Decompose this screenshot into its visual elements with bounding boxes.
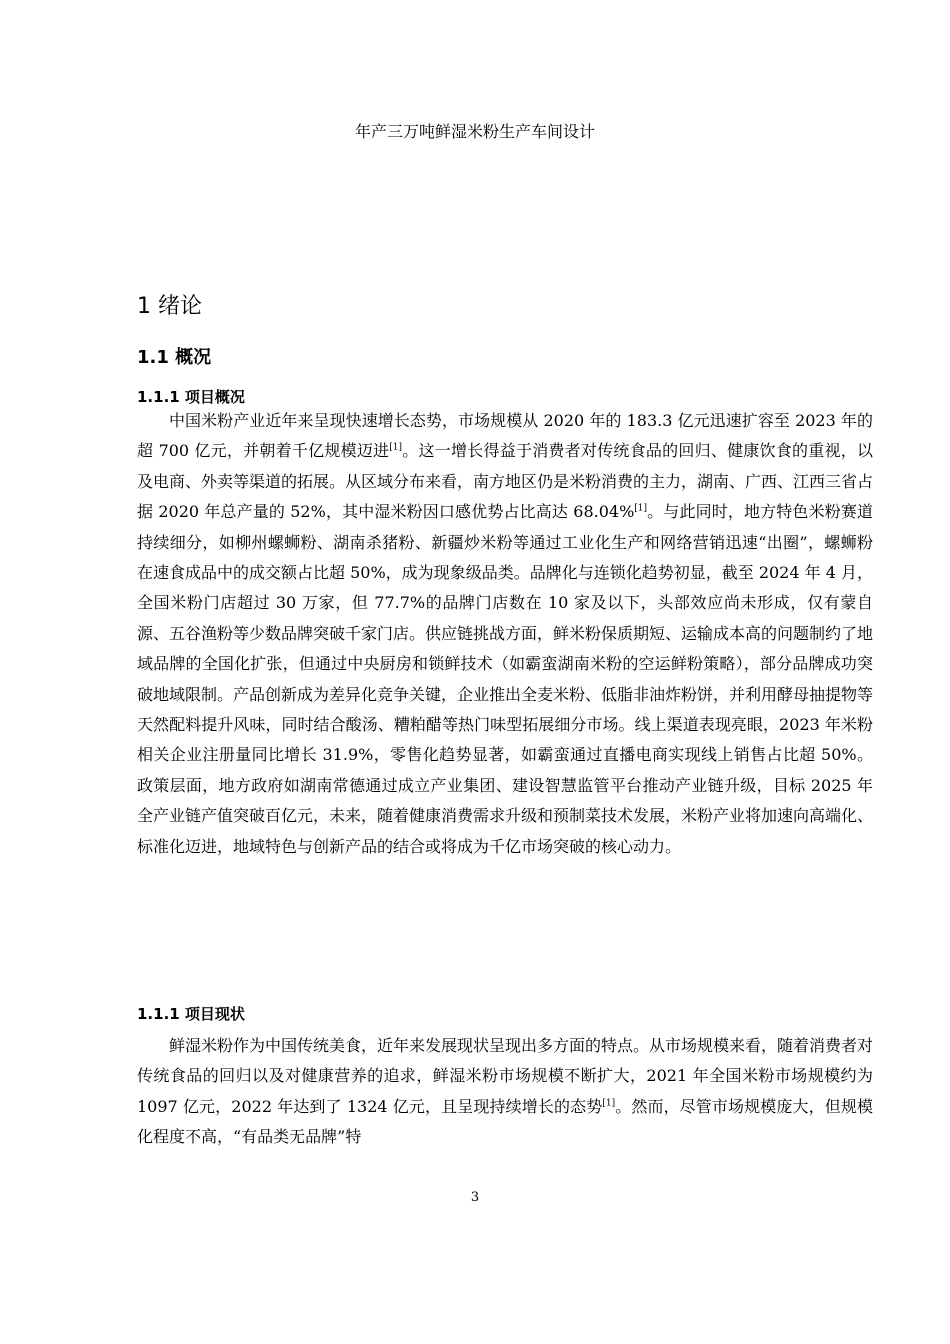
chapter-heading: 1 绪论 — [137, 294, 202, 319]
paragraph-text: 。与此同时，地方特色米粉赛道持续细分，如柳州螺蛳粉、湖南杀猪粉、新疆炒米粉等通过工业化生产和网络营销迅速“出圈”，螺蛳粉在速食成品中的成交额占比超 50%，成为现象级品类。品牌化与连锁化趋势初显，截至 2024 年 4 月，全国米粉门店超过 30 万家，但 77.7%的品牌门店数在 10 家及以下，头部效应尚未形成，仅有蒙自源、五谷渔粉等少数品牌突破千家门店。供应链挑战方面，鲜米粉保质期短、运输成本高的问题制约了地域品牌的全国化扩张，但通过中央厨房和锁鲜技术（如霸蛮湖南米粉的空运鲜粉策略），部分品牌成功突破地域限制。产品创新成为差异化竞争关键，企业推出全麦米粉、低脂非油炸粉饼，并利用酵母抽提物等天然配料提升风味，同时结合酸汤、糟粕醋等热门味型拓展细分市场。线上渠道表现亮眼，2023 年米粉相关企业注册量同比增长 31.9%，零售化趋势显著，如霸蛮通过直播电商实现线上销售占比超 50%。政策层面，地方政府如湖南常德通过成立产业集团、建设智慧监管平台推动产业链升级，目标 2025 年全产业链产值突破百亿元，未来，随着健康消费需求升级和预制菜技术发展，米粉产业将加速向高端化、标准化迈进，地域特色与创新产品的结合或将成为千亿市场突破的核心动力。 — [137, 502, 874, 856]
subsection-heading-overview: 1.1.1 项目概况 — [137, 388, 245, 406]
section-heading: 1.1 概况 — [137, 347, 212, 368]
paragraph-overview — [137, 406, 873, 862]
citation-ref: [1] — [634, 503, 648, 514]
document-title: 年产三万吨鲜湿米粉生产车间设计 — [354, 122, 595, 141]
page-number: 3 — [470, 1190, 480, 1205]
paragraph-text: 。这一增长得益于消费者对传统食品的回归、健康饮食的重视，以及电商、外卖等渠道的拓展。从区域分布来看，南方地区仍是米粉消费的主力，湖南、广西、江西三省占据 2020 年总产量的 52%，其中湿米粉因口感优势占比高达 68.04% — [137, 441, 874, 522]
paragraph-status — [137, 1031, 873, 1153]
paragraph-text: 中国米粉产业近年来呈现快速增长态势，市场规模从 2020 年的 183.3 亿元迅速扩容至 2023 年的超 700 亿元，并朝着千亿规模迈进 — [137, 411, 873, 461]
subsection-heading-status: 1.1.1 项目现状 — [137, 1005, 245, 1023]
citation-ref: [1] — [389, 443, 403, 454]
citation-ref: [1] — [602, 1098, 616, 1109]
paragraph-text: 。然而，尽管市场规模庞大，但规模化程度不高，“有品类无品牌”特 — [137, 1096, 873, 1147]
paragraph-text: 鲜湿米粉作为中国传统美食，近年来发展现状呈现出多方面的特点。从市场规模来看，随着消费者对传统食品的回归以及对健康营养的追求，鲜湿米粉市场规模不断扩大，2021 年全国米粉市场规模约为 1097 亿元，2022 年达到了 1324 亿元，且呈现持续增长的态势 — [137, 1036, 874, 1116]
